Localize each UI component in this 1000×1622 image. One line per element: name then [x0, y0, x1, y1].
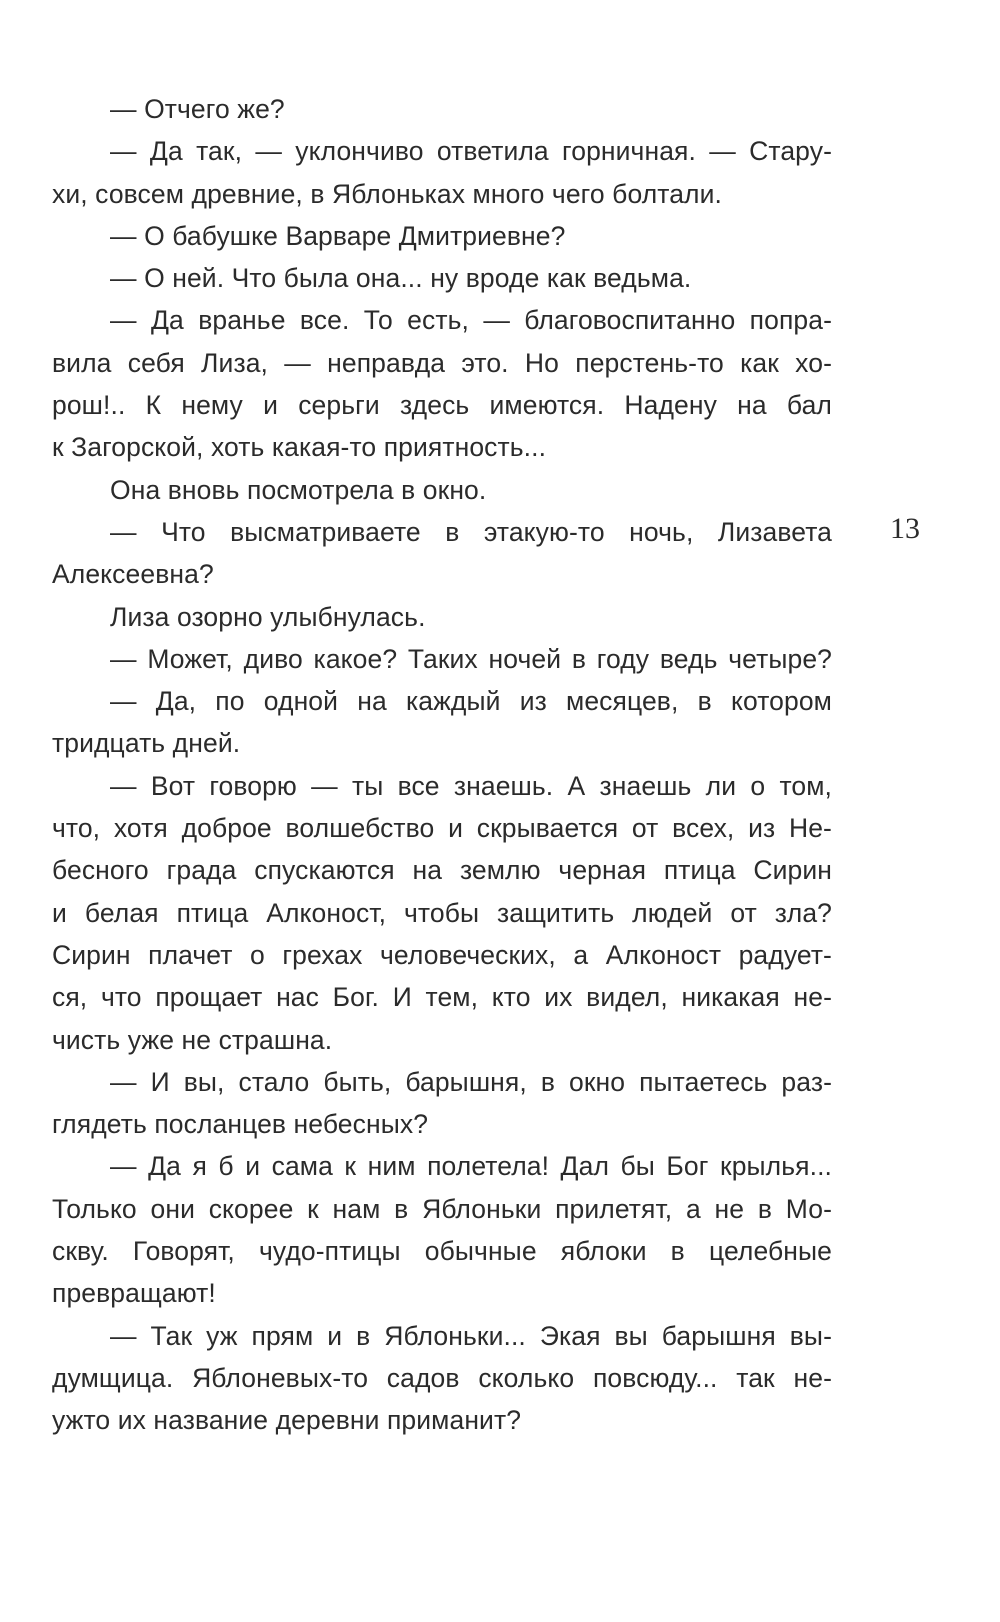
text-line: глядеть посланцев небесных? — [52, 1109, 429, 1140]
text-line: и белая птица Алконост, чтобы защитить людей от зла? — [52, 897, 832, 928]
text-line: — Вот говорю — ты все знаешь. А знаешь ли о том, — [110, 770, 832, 801]
text-line: ужто их название деревни приманит? — [52, 1405, 522, 1436]
text-line: Она вновь посмотрела в окно. — [110, 474, 487, 505]
text-line: — О бабушке Варваре Дмитриевне? — [110, 220, 566, 251]
text-line: — Что высматриваете в этакую-то ночь, Лизавета — [110, 516, 832, 547]
text-line: — Отчего же? — [110, 94, 285, 124]
text-line: чисть уже не страшна. — [52, 1024, 333, 1055]
text-line: что, хотя доброе волшебство и скрывается от всех, из Не- — [52, 813, 832, 844]
page-number: 13 — [890, 512, 920, 545]
text-line: — И вы, стало быть, барышня, в окно пытаетесь раз- — [110, 1066, 832, 1097]
text-line: — Да я б и сама к ним полетела! Дал бы Бог крылья... — [110, 1151, 832, 1182]
text-line: Алексеевна? — [52, 559, 214, 590]
body-text — [52, 88, 832, 1442]
text-line: — О ней. Что была она... ну вроде как ведьма. — [110, 263, 692, 294]
text-line: скву. Говорят, чудо-птицы обычные яблоки в целебные — [52, 1236, 832, 1267]
text-line: ся, что прощает нас Бог. И тем, кто их видел, никакая не- — [52, 982, 832, 1013]
text-line: — Да, по одной на каждый из месяцев, в котором — [110, 686, 832, 717]
text-line: — Да вранье все. То есть, — благовоспитанно попра- — [110, 305, 832, 336]
text-line: тридцать дней. — [52, 728, 241, 759]
text-line: Только они скорее к нам в Яблоньки прилетят, а не в Мо- — [52, 1193, 832, 1224]
text-line: думщица. Яблоневых-то садов сколько повсюду... так не- — [52, 1362, 832, 1393]
text-line: превращают! — [52, 1278, 216, 1309]
text-line: рош!.. К нему и серьги здесь имеются. Надену на бал — [52, 390, 832, 421]
text-line: — Да так, — уклончиво ответила горничная. — Стару- — [110, 136, 832, 167]
text-line: бесного града спускаются на землю черная птица Сирин — [52, 855, 832, 886]
text-line: хи, совсем древние, в Яблоньках много чего болтали. — [52, 178, 722, 209]
text-line: к Загорской, хоть какая-то приятность... — [52, 432, 547, 463]
text-line: — Так уж прям и в Яблоньки... Экая вы барышня вы- — [110, 1320, 832, 1351]
text-line: Сирин плачет о грехах человеческих, а Алконост радует- — [52, 939, 832, 970]
text-line: вила себя Лиза, — неправда это. Но перстень-то как хо- — [52, 347, 832, 378]
text-line: Лиза озорно улыбнулась. — [110, 601, 426, 632]
text-line: — Может, диво какое? Таких ночей в году ведь четыре? — [110, 643, 832, 674]
